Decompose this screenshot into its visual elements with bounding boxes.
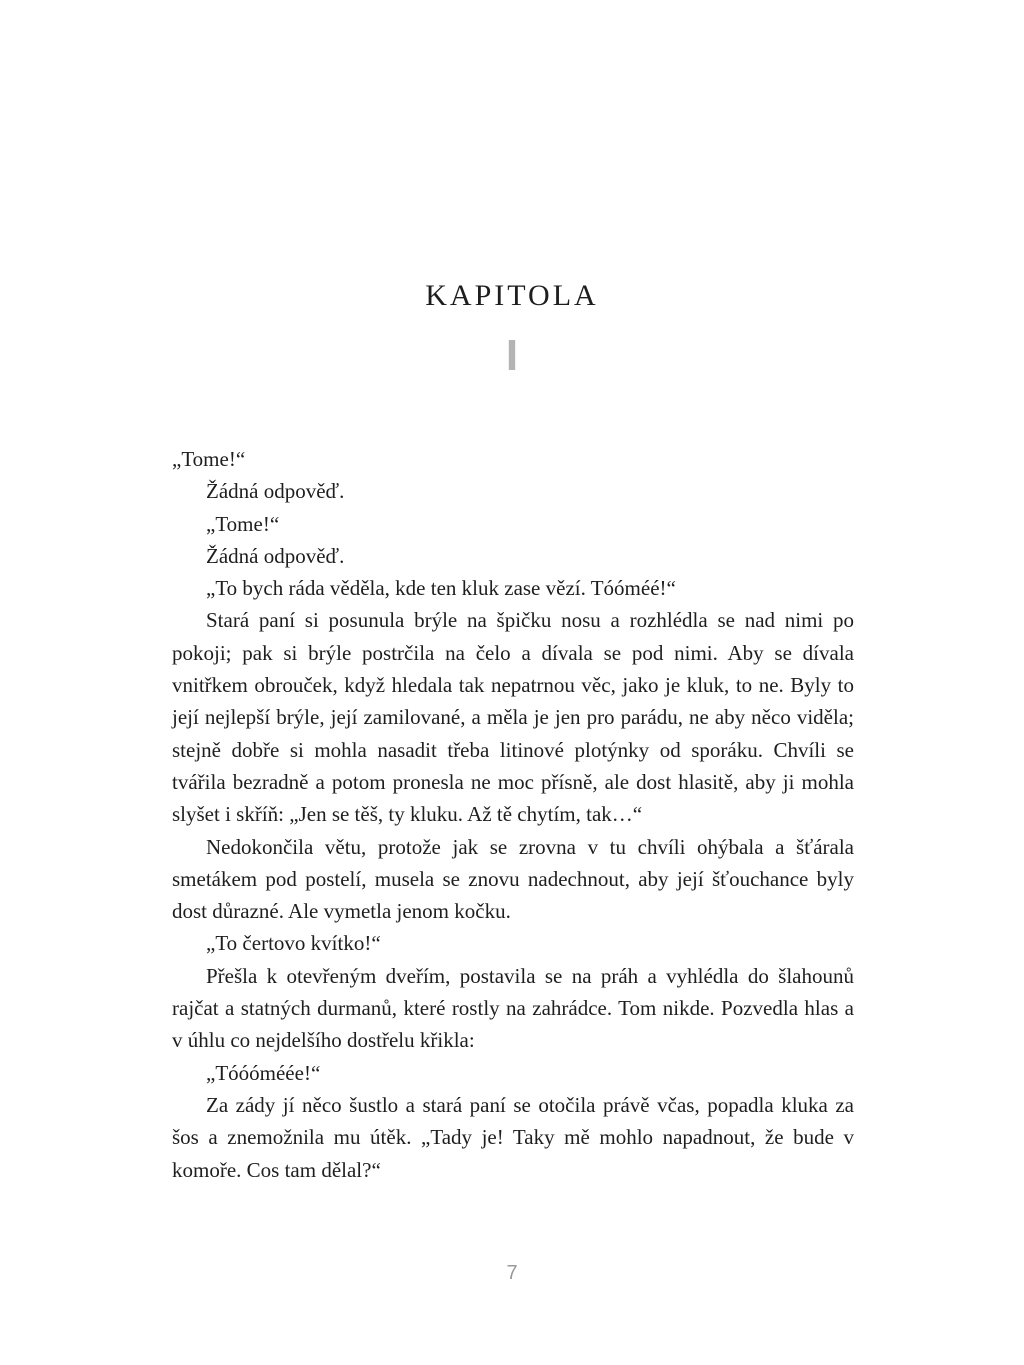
paragraph: Žádná odpověď. xyxy=(206,543,345,568)
chapter-number: I xyxy=(505,331,519,380)
paragraph: Žádná odpověď. xyxy=(206,479,345,504)
paragraph: „Tóóóméée!“ xyxy=(206,1060,321,1085)
paragraph: „Tome!“ xyxy=(206,511,280,536)
paragraph: Nedokončila větu, protože jak se zrovna v tu chvíli ohýbala a šťárala smetákem pod postelí, musela se znovu nadechnout, aby její šťouchance byly dost důrazné. Ale vymetla jenom kočku. xyxy=(172,834,854,924)
paragraph: Za zády jí něco šustlo a stará paní se otočila právě včas, popadla kluka za šos a znemožnila mu útěk. „Tady je! Taky mě mohlo napadnout, že bude v komoře. Cos tam dělal?“ xyxy=(172,1092,854,1182)
paragraph: „Tome!“ xyxy=(172,447,246,471)
paragraph: „To bych ráda věděla, kde ten kluk zase vězí. Tóóméé!“ xyxy=(206,576,676,601)
page-number: 7 xyxy=(506,1262,518,1284)
body-text xyxy=(172,443,854,1186)
chapter-heading: KAPITOLA xyxy=(425,279,599,312)
paragraph: „To čertovo kvítko!“ xyxy=(206,931,381,956)
paragraph: Stará paní si posunula brýle na špičku nosu a rozhlédla se nad nimi po pokoji; pak si brýle postrčila na čelo a dívala se pod nimi. Aby se dívala vnitřkem obrouček, když hledala tak nepatrnou věc, jako je kluk, to ne. Byly to její nejlepší brýle, její zamilované, a měla je jen pro parádu, ne aby něco viděla; stejně dobře si mohla nasadit třeba litinové plotýnky od sporáku. Chvíli se tvářila bezradně a potom pronesla ne moc přísně, ale dost hlasitě, aby ji mohla slyšet i skříň: „Jen se těš, ty kluku. Až tě chytím, tak…“ xyxy=(172,608,854,827)
paragraph: Přešla k otevřeným dveřím, postavila se na práh a vyhlédla do šlahounů rajčat a statných durmanů, které rostly na zahrádce. Tom nikde. Pozvedla hlas a v úhlu co nejdelšího dostřelu křikla: xyxy=(172,963,854,1053)
